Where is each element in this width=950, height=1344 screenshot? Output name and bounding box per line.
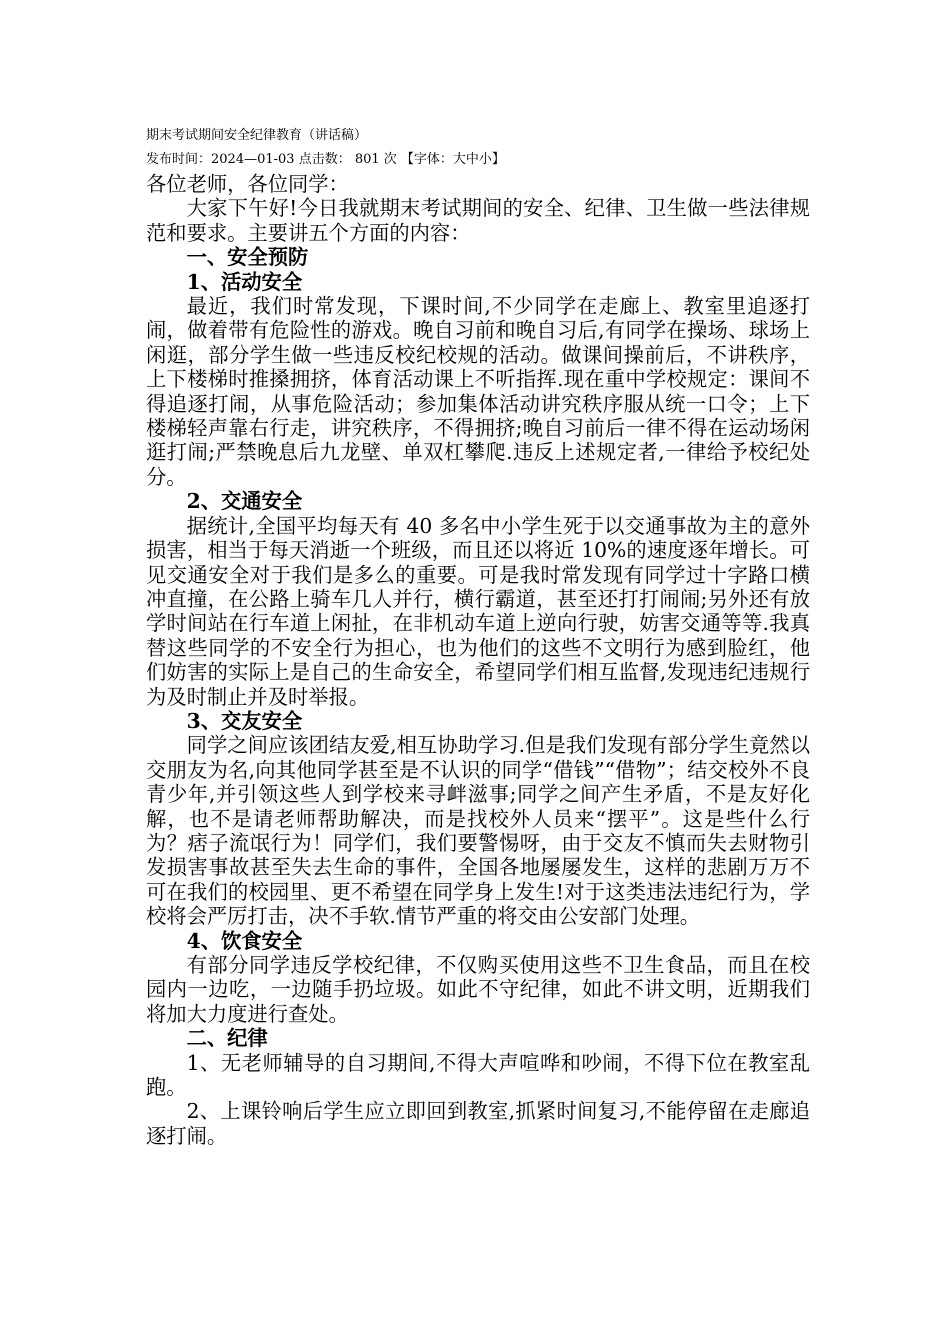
greeting: 各位老师，各位同学： [146,172,349,196]
subheading-friendship-safety: 3、交友安全 [186,708,303,733]
subheading-activity-safety: 1、活动安全 [186,269,303,294]
section-heading-safety: 一、安全预防 [186,245,309,270]
intro-paragraph: 大家下午好!今日我就期末考试期间的安全、纪律、卫生做一些法律规范和要求。主要讲五个方面的内容： [146,196,810,245]
paragraph-traffic-safety: 据统计,全国平均每天有 40 多名中小学生死于以交通事故为主的意外损害，相当于每天消逝一个班级，而且还以将近 10%的速度逐年增长。可见交通安全对于我们是多么的重要。可是我时常发现有同学过十字路口横冲直撞，在公路上骑车几人并行，横行霸道，甚至还打打闹闹;另外还有放学时间站在行车道上闲扯，在非机动车道上逆向行驶，妨害交通等等.我真替这些同学的不安全行为担心，也为他们的这些不文明行为感到脸红，他们妨害的实际上是自己的生命安全，希望同学们相互监督,发现违纪违规行为及时制止并及时举报。 [146,513,810,709]
paragraph-activity-safety: 最近，我们时常发现，下课时间,不少同学在走廊上、教室里追逐打闹，做着带有危险性的游戏。晚自习前和晚自习后,有同学在操场、球场上闲逛，部分学生做一些违反校纪校规的活动。做课间操前后，不讲秩序，上下楼梯时推搡拥挤，体育活动课上不听指挥.现在重中学校规定：课间不得追逐打闹，从事危险活动；参加集体活动讲究秩序服从统一口令；上下楼梯轻声靠右行走，讲究秩序，不得拥挤;晚自习前后一律不得在运动场闲逛打闹;严禁晚息后九龙壁、单双杠攀爬.违反上述规定者,一律给予校纪处分。 [146,294,810,489]
discipline-item: 2、上课铃响后学生应立即回到教室,抓紧时间复习,不能停留在走廊追逐打闹。 [146,1099,810,1148]
section-heading-discipline: 二、纪律 [186,1026,268,1051]
article-title: 期末考试期间安全纪律教育（讲话稿） [146,128,368,143]
discipline-item: 1、无老师辅导的自习期间,不得大声喧哗和吵闹，不得下位在教室乱跑。 [146,1050,810,1100]
document-page [146,124,810,1148]
subheading-traffic-safety: 2、交通安全 [186,489,303,514]
article-meta: 发布时间：2024—01-03 点击数： 801 次 【字体：大中小】 [146,152,505,167]
paragraph-friendship-safety: 同学之间应该团结友爱,相互协助学习.但是我们发现有部分学生竟然以交朋友为名,向其他同学甚至是不认识的同学“借钱”“借物”；结交校外不良青少年,并引领这些人到学校来寻衅滋事;同学之间产生矛盾，不是友好化解，也不是请老师帮助解决，而是找校外人员来“摆平”。这是些什么行为？痞子流氓行为！同学们，我们要警惕呀，由于交友不慎而失去财物引发损害事故甚至失去生命的事件，全国各地屡屡发生，这样的悲剧万万不可在我们的校园里、更不希望在同学身上发生!对于这类违法违纪行为，学校将会严厉打击，决不手软.情节严重的将交由公安部门处理。 [146,733,810,929]
subheading-food-safety: 4、饮食安全 [186,928,303,953]
paragraph-food-safety: 有部分同学违反学校纪律，不仅购买使用这些不卫生食品，而且在校园内一边吃，一边随手扔垃圾。如此不守纪律，如此不讲文明，近期我们将加大力度进行查处。 [146,953,810,1026]
